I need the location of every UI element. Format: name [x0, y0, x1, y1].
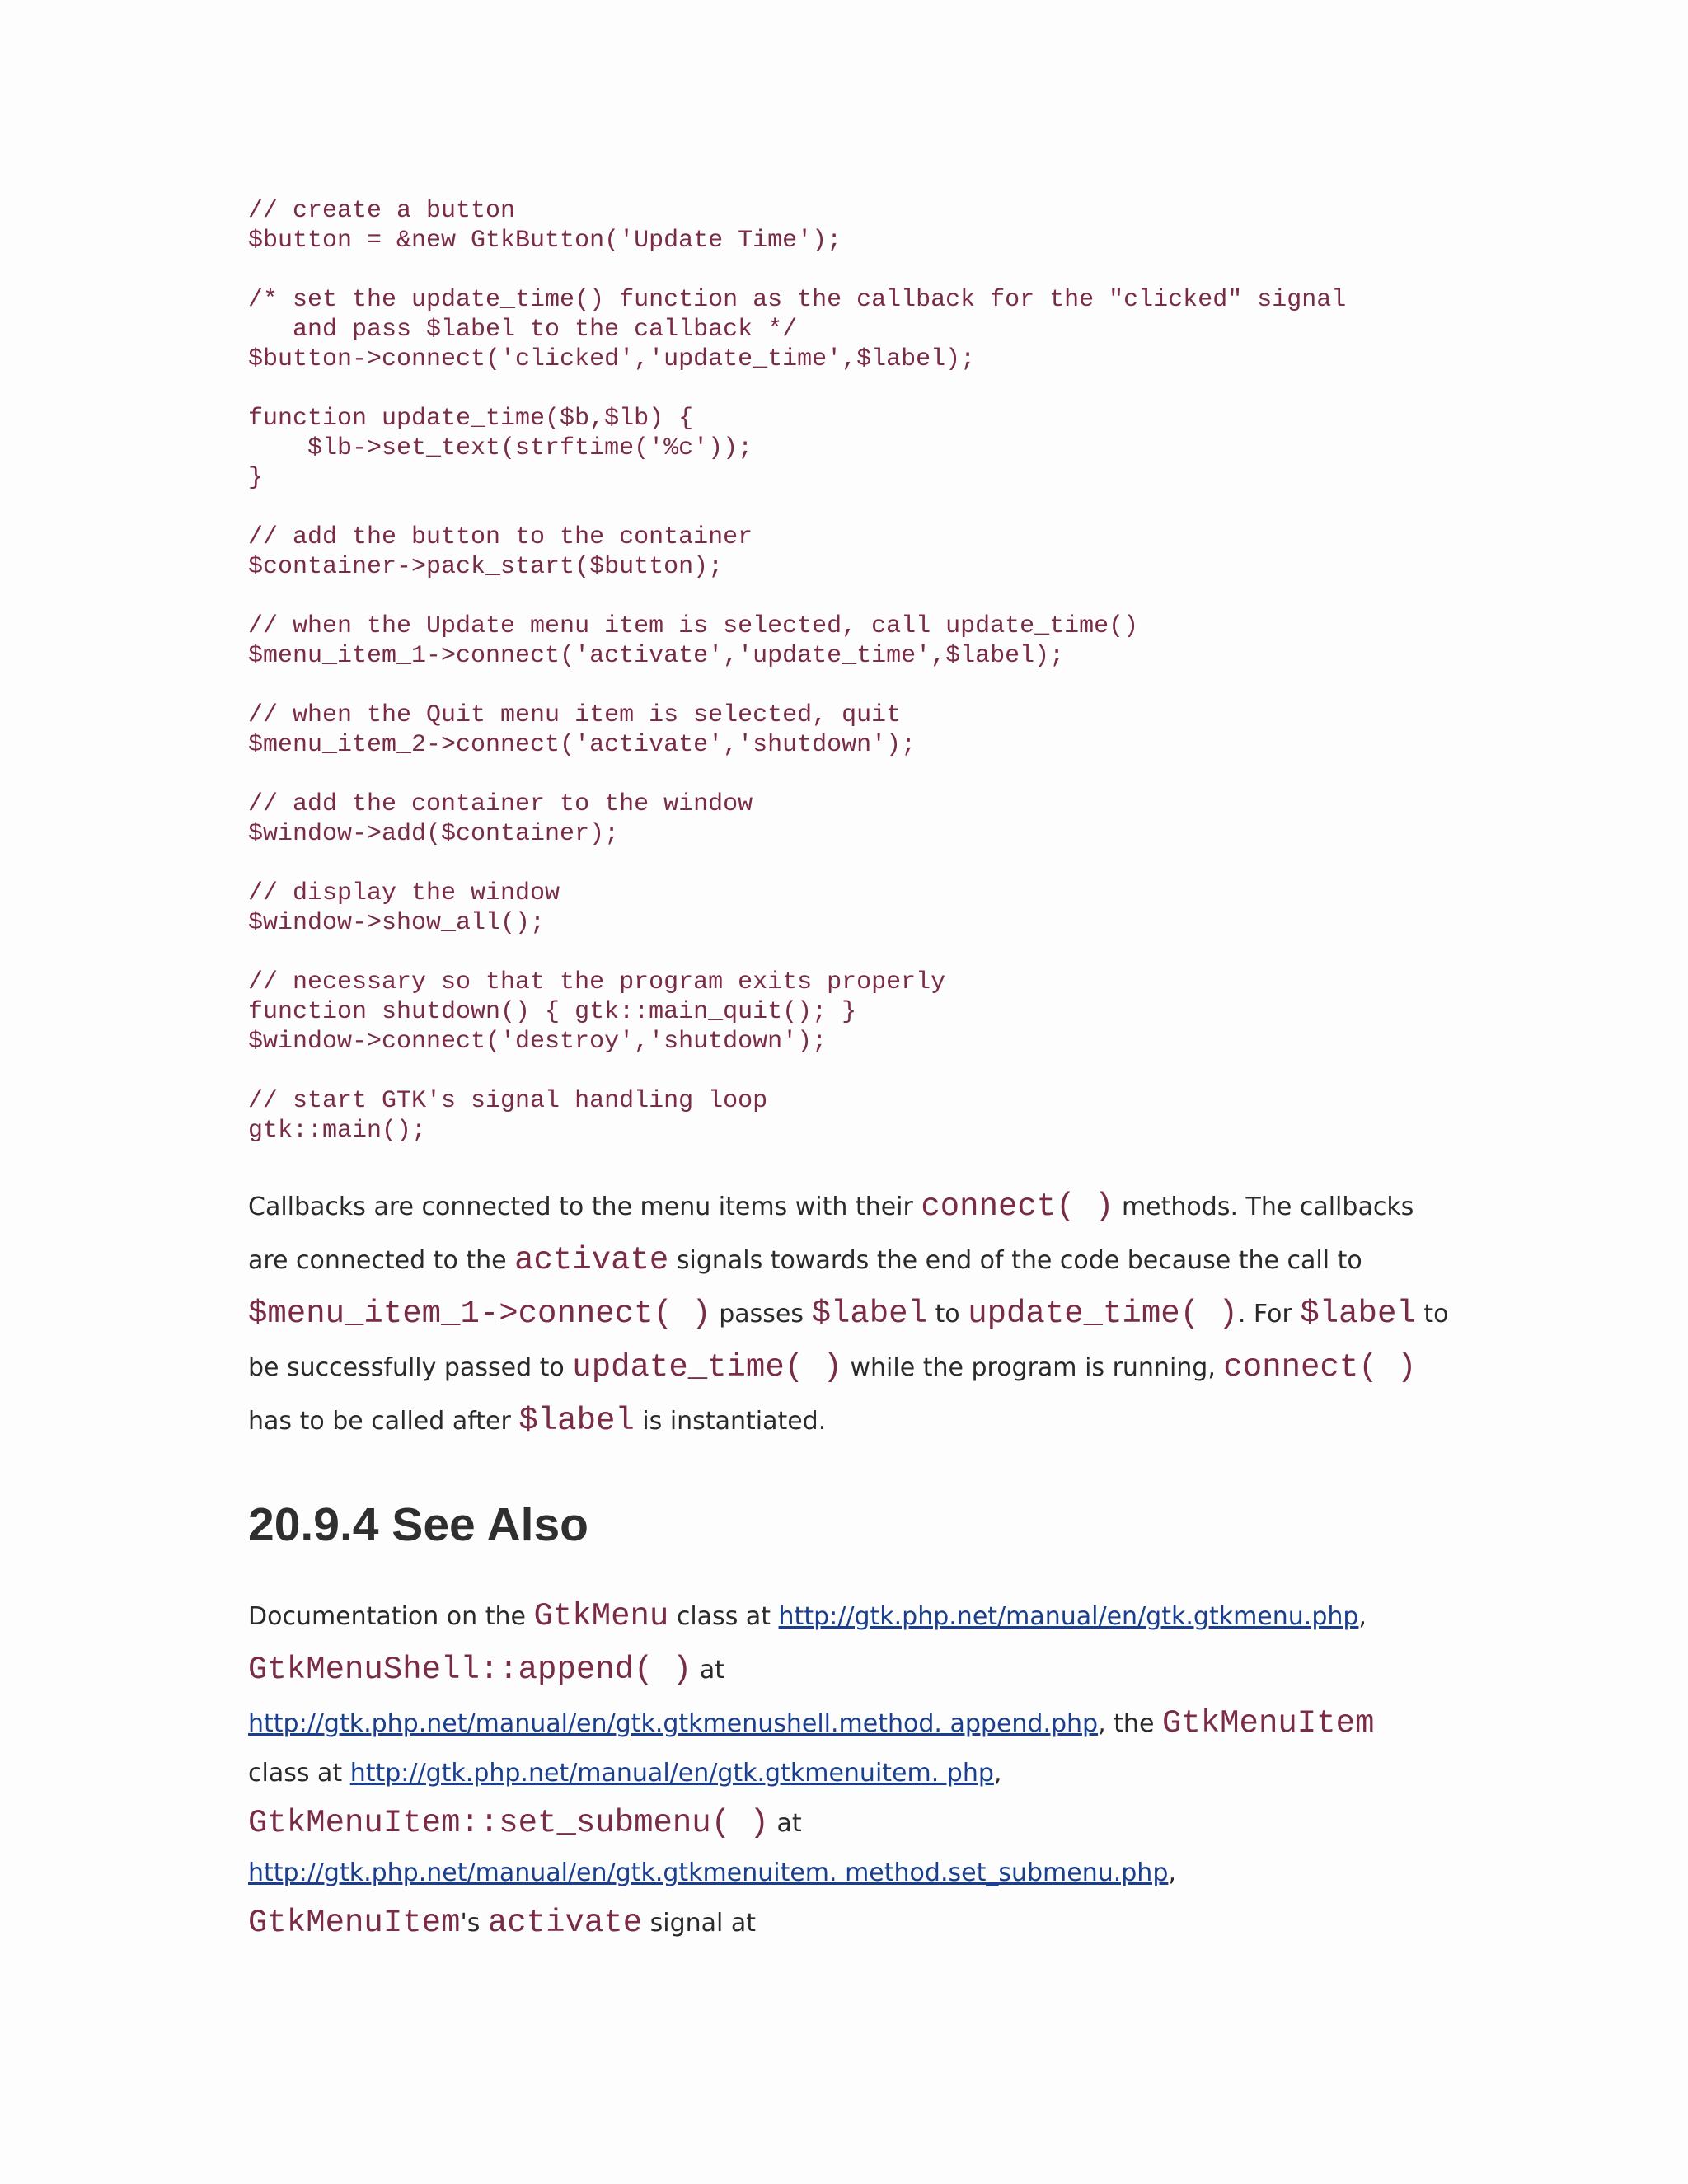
paragraph-text: to — [927, 1300, 968, 1329]
code-line: // create a button — [248, 197, 516, 225]
see-also-line: class at http://gtk.php.net/manual/en/gtk.gtkmenuitem. php, — [248, 1759, 1002, 1788]
code-line — [248, 582, 1451, 612]
see-also-line: http://gtk.php.net/manual/en/gtk.gtkmenuitem. method.set_submenu.php, — [248, 1858, 1176, 1887]
code-line: /* set the update_time() function as the callback for the "clicked" signal — [248, 286, 1347, 314]
see-also-line: GtkMenuItem's activate signal at — [248, 1905, 757, 1941]
code-line: // when the Update menu item is selected, call update_time() — [248, 612, 1139, 640]
code-line: // start GTK's signal handling loop — [248, 1087, 768, 1115]
inline-code: GtkMenuShell::append( ) — [248, 1652, 692, 1688]
code-line — [248, 1057, 1451, 1086]
code-line: $button = &new GtkButton('Update Time'); — [248, 227, 842, 255]
code-line: } — [248, 464, 264, 492]
paragraph-text: to be successfully passed to — [248, 1300, 1449, 1382]
code-line: $window->show_all(); — [248, 909, 546, 937]
code-line: // when the Quit menu item is selected, quit — [248, 701, 902, 729]
code-line: $menu_item_1->connect('activate','update_time',$label); — [248, 642, 1065, 670]
inline-code: $menu_item_1->connect( ) — [248, 1296, 711, 1332]
paragraph-text: passes — [710, 1300, 812, 1329]
inline-code: connect( ) — [921, 1188, 1114, 1225]
code-line — [248, 493, 1451, 523]
inline-code: update_time( ) — [572, 1349, 842, 1385]
paragraph-text: while the program is running, — [842, 1353, 1224, 1382]
inline-code: GtkMenuItem — [248, 1905, 461, 1941]
paragraph-text: . For — [1237, 1300, 1301, 1329]
paragraph-text: Callbacks are connected to the menu items with their — [248, 1193, 921, 1221]
code-line: gtk::main(); — [248, 1117, 427, 1145]
code-line: function update_time($b,$lb) { — [248, 405, 694, 433]
see-also-line: GtkMenuItem::set_submenu( ) at — [248, 1805, 802, 1841]
paragraph-text: has to be called after — [248, 1407, 519, 1436]
see-also-section — [248, 1590, 1451, 1950]
see-also-line: Documentation on the GtkMenu class at http://gtk.php.net/manual/en/gtk.gtkmenu.php, — [248, 1598, 1367, 1634]
callbacks-paragraph — [248, 1180, 1451, 1448]
code-line: function shutdown() { gtk::main_quit(); } — [248, 998, 857, 1026]
code-line: // display the window — [248, 879, 560, 907]
gtkmenushell-append-doc-link[interactable]: http://gtk.php.net/manual/en/gtk.gtkmenushell.method. append.php — [248, 1709, 1099, 1738]
code-line: $window->add($container); — [248, 820, 620, 848]
code-line — [248, 374, 1451, 404]
inline-code: update_time( ) — [968, 1296, 1238, 1332]
code-line: // add the container to the window — [248, 790, 753, 818]
paragraph-text: signals towards the end of the code because the call to — [668, 1246, 1362, 1275]
code-line — [248, 671, 1451, 701]
paragraph-text: methods. The callbacks are connected to the — [248, 1193, 1414, 1275]
code-line: $menu_item_2->connect('activate','shutdown'); — [248, 731, 917, 759]
section-heading: 20.9.4 See Also — [248, 1498, 588, 1551]
code-line: $lb->set_text(strftime('%c')); — [248, 434, 753, 462]
inline-code: GtkMenu — [533, 1598, 669, 1634]
code-line: and pass $label to the callback */ — [248, 316, 798, 344]
see-also-line: http://gtk.php.net/manual/en/gtk.gtkmenushell.method. append.php, the GtkMenuItem — [248, 1705, 1375, 1741]
code-line — [248, 760, 1451, 790]
gtkmenuitem-doc-link[interactable]: http://gtk.php.net/manual/en/gtk.gtkmenuitem. php — [349, 1759, 994, 1788]
inline-code: $label — [811, 1296, 927, 1332]
code-line: $button->connect('clicked','update_time',$label); — [248, 345, 976, 373]
paragraph-text: is instantiated. — [634, 1407, 827, 1436]
code-line — [248, 938, 1451, 968]
code-line: // add the button to the container — [248, 523, 753, 551]
gtkmenu-doc-link[interactable]: http://gtk.php.net/manual/en/gtk.gtkmenu.php — [778, 1602, 1359, 1631]
code-line: $container->pack_start($button); — [248, 553, 724, 581]
inline-code: activate — [514, 1242, 669, 1278]
code-line: // necessary so that the program exits properly — [248, 968, 946, 996]
gtkmenuitem-set-submenu-doc-link[interactable]: http://gtk.php.net/manual/en/gtk.gtkmenuitem. method.set_submenu.php — [248, 1858, 1169, 1887]
inline-code: GtkMenuItem::set_submenu( ) — [248, 1805, 769, 1841]
inline-code: $label — [518, 1403, 635, 1439]
code-line: $window->connect('destroy','shutdown'); — [248, 1028, 828, 1056]
document-page — [248, 196, 1451, 1950]
code-line — [248, 255, 1451, 285]
inline-code: GtkMenuItem — [1161, 1705, 1375, 1741]
inline-code: connect( ) — [1223, 1349, 1417, 1385]
see-also-line: GtkMenuShell::append( ) at — [248, 1652, 724, 1688]
inline-code: activate — [487, 1905, 643, 1941]
code-line — [248, 849, 1451, 879]
code-listing — [248, 196, 1451, 1146]
inline-code: $label — [1300, 1296, 1416, 1332]
